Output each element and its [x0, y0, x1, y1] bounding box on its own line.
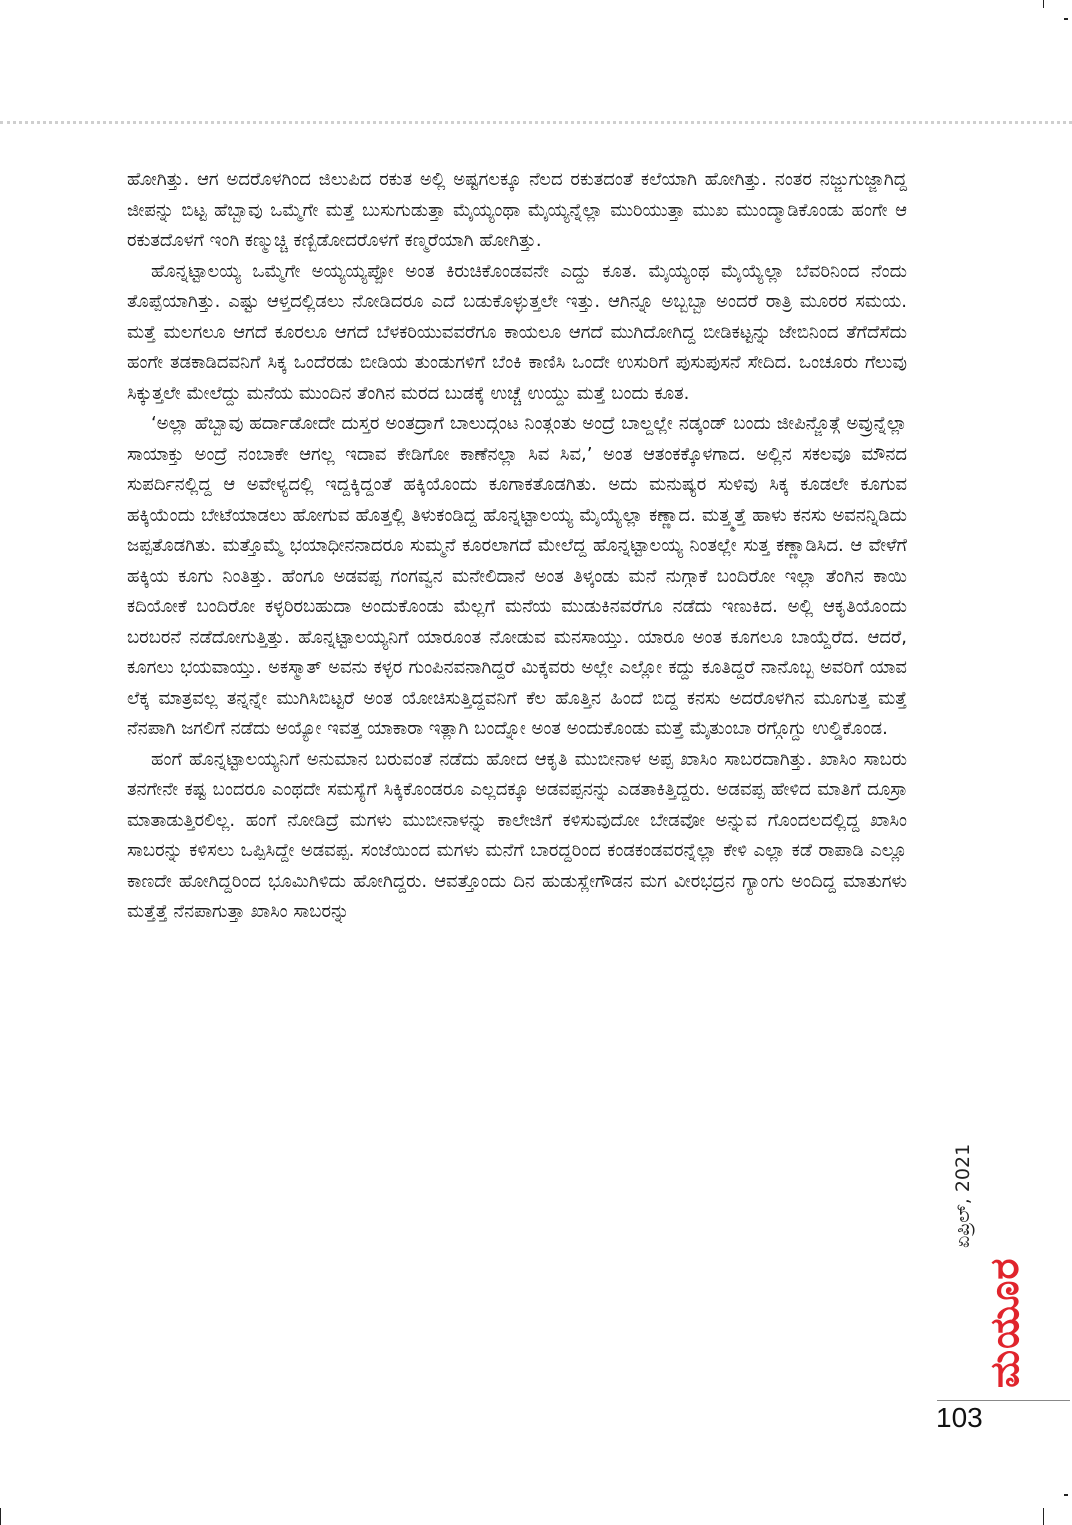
- article-body: [127, 165, 907, 928]
- crop-mark-bottom-left: [0, 1508, 1, 1525]
- crop-mark-top-right: [1043, 0, 1044, 8]
- crop-mark-top-far-right: [1064, 18, 1068, 20]
- crop-mark-right-edge: [1064, 1494, 1068, 1496]
- magazine-logo: ಮಯೂರ: [982, 1257, 1028, 1388]
- header-dotted-rule: [0, 121, 1072, 124]
- issue-date: ಏಪ್ರಿಲ್, 2021: [952, 1143, 974, 1248]
- crop-mark-bottom-right: [1043, 1508, 1044, 1525]
- page-number-rule: [937, 1400, 1070, 1401]
- paragraph: ಹಂಗೆ ಹೊನ್ನಟ್ಟಾಲಯ್ಯನಿಗೆ ಅನುಮಾನ ಬರುವಂತೆ ನಡೆದು ಹೋದ ಆಕೃತಿ ಮುಬೀನಾಳ ಅಪ್ಪ ಖಾಸಿಂ ಸಾಬರದಾಗಿತ್ತು. ಖಾಸಿಂ ಸಾಬರು ತನಗೇನೇ ಕಷ್ಟ ಬಂದರೂ ಎಂಥದೇ ಸಮಸ್ಯೆಗೆ ಸಿಕ್ಕಿಕೊಂಡರೂ ಎಲ್ಲದಕ್ಕೂ ಅಡವಪ್ಪನನ್ನು ಎಡತಾಕಿತ್ತಿದ್ದರು. ಅಡವಪ್ಪ ಹೇಳಿದ ಮಾತಿಗೆ ದೂಸ್ರಾ ಮಾತಾಡುತ್ತಿರಲಿಲ್ಲ. ಹಂಗೆ ನೋಡಿದ್ರೆ ಮಗಳು ಮುಬೀನಾಳನ್ನು ಕಾಲೇಜಿಗೆ ಕಳಿಸುವುದೋ ಬೇಡವೋ ಅನ್ನುವ ಗೊಂದಲದಲ್ಲಿದ್ದ ಖಾಸಿಂ ಸಾಬರನ್ನು ಕಳಿಸಲು ಒಪ್ಪಿಸಿದ್ದೇ ಅಡವಪ್ಪ. ಸಂಜೆಯಿಂದ ಮಗಳು ಮನೆಗೆ ಬಾರದ್ದರಿಂದ ಕಂಡಕಂಡವರನ್ನೆಲ್ಲಾ ಕೇಳಿ ಎಲ್ಲಾ ಕಡೆ ರಾಪಾಡಿ ಎಲ್ಲೂ ಕಾಣದೇ ಹೋಗಿದ್ದರಿಂದ ಭೂಮಿಗಿಳಿದು ಹೋಗಿದ್ದರು. ಆವತ್ತೊಂದು ದಿನ ಹುಡುಸ್ಲೇಗೌಡನ ಮಗ ವೀರಭದ್ರನ ಗ್ಯಾಂಗು ಅಂದಿದ್ದ ಮಾತುಗಳು ಮತ್ತೆತ್ತೆ ನೆನಪಾಗುತ್ತಾ ಖಾಸಿಂ ಸಾಬರನ್ನು: [127, 748, 907, 922]
- paragraph: ‘ಅಲ್ಲಾ ಹೆಬ್ಬಾವು ಹರ್ದಾಡೋದೇ ದುಸ್ತರ ಅಂತದ್ರಾಗೆ ಬಾಲುದ್ಗಂಟ ನಿಂತ್ಗಂತು ಅಂದ್ರೆ ಬಾಲ್ದಲ್ಲೇ ನಡ್ಕಂಡ್ ಬಂದು ಜೀಪಿನ್ಜೊತ್ಗೆ ಅವ್ರುನ್ನೆಲ್ಲಾ ಸಾಯಾಕ್ತು ಅಂದ್ರೆ ನಂಬಾಕೇ ಆಗಲ್ಲ ಇದಾವ ಕೇಡಿಗೋ ಕಾಣೆನಲ್ಲಾ ಸಿವ ಸಿವ,’ ಅಂತ ಆತಂಕಕ್ಕೊಳಗಾದ. ಅಲ್ಲಿನ ಸಕಲವೂ ಮೌನದ ಸುಪರ್ದಿನಲ್ಲಿದ್ದ ಆ ಅವೇಳ್ಯದಲ್ಲಿ ಇದ್ದಕ್ಕಿದ್ದಂತೆ ಹಕ್ಕಿಯೊಂದು ಕೂಗಾಕತೊಡಗಿತು. ಅದು ಮನುಷ್ಯರ ಸುಳಿವು ಸಿಕ್ಕ ಕೂಡಲೇ ಕೂಗುವ ಹಕ್ಕಿಯೆಂದು ಬೇಟೆಯಾಡಲು ಹೋಗುವ ಹೊತ್ತಲ್ಲಿ ತಿಳುಕಂಡಿದ್ದ ಹೊನ್ನಟ್ಟಾಲಯ್ಯ ಮೈಯ್ಯೆಲ್ಲಾ ಕಣ್ಣಾದ. ಮತ್ತ್ಮತ್ತೆ ಹಾಳು ಕನಸು ಅವನನ್ನಿಡಿದು ಜಪ್ಪತೊಡಗಿತು. ಮತ್ತೊಮ್ಮೆ ಭಯಾಧೀನನಾದರೂ ಸುಮ್ಮನೆ ಕೂರಲಾಗದೆ ಮೇಲೆದ್ದ ಹೊನ್ನಟ್ಟಾಲಯ್ಯ ನಿಂತಲ್ಲೇ ಸುತ್ತ ಕಣ್ಣಾಡಿಸಿದ. ಆ ವೇಳೆಗೆ ಹಕ್ಕಿಯ ಕೂಗು ನಿಂತಿತ್ತು. ಹೆಂಗೂ ಅಡವಪ್ಪ ಗಂಗವ್ವನ ಮನೇಲಿದಾನೆ ಅಂತ ತಿಳ್ಕಂಡು ಮನೆ ನುಗ್ಗಾಕೆ ಬಂದಿರೋ ಇಲ್ಲಾ ತೆಂಗಿನ ಕಾಯಿ ಕದಿಯೋಕೆ ಬಂದಿರೋ ಕಳ್ಳರಿರಬಹುದಾ ಅಂದುಕೊಂಡು ಮೆಲ್ಲಗೆ ಮನೆಯ ಮುಡುಕಿನವರೆಗೂ ನಡೆದು ಇಣುಕಿದ. ಅಲ್ಲಿ ಆಕೃತಿಯೊಂದು ಬರಬರನೆ ನಡೆದೋಗುತ್ತಿತ್ತು. ಹೊನ್ನಟ್ಟಾಲಯ್ಯನಿಗೆ ಯಾರೂಂತ ನೋಡುವ ಮನಸಾಯ್ತು. ಯಾರೂ ಅಂತ ಕೂಗಲೂ ಬಾಯ್ದೆರೆದ. ಆದರೆ, ಕೂಗಲು ಭಯವಾಯ್ತು. ಅಕಸ್ಮಾತ್ ಅವನು ಕಳ್ಳರ ಗುಂಪಿನವನಾಗಿದ್ದರೆ ಮಿಕ್ಕವರು ಅಲ್ಲೇ ಎಲ್ಲೋ ಕದ್ದು ಕೂತಿದ್ದರೆ ನಾನೊಬ್ಬ ಅವರಿಗೆ ಯಾವ ಲೆಕ್ಕ ಮಾತ್ರವಲ್ಲ ತನ್ನನ್ನೇ ಮುಗಿಸಿಬಿಟ್ಟರೆ ಅಂತ ಯೋಚಿಸುತ್ತಿದ್ದವನಿಗೆ ಕೆಲ ಹೊತ್ತಿನ ಹಿಂದೆ ಬಿದ್ದ ಕನಸು ಅದರೊಳಗಿನ ಮೂಗುತ್ತ ಮತ್ತೆ ನೆನಪಾಗಿ ಜಗಲಿಗೆ ನಡೆದು ಅಯ್ಯೋ ಇವತ್ತ ಯಾಕಾರಾ ಇತ್ಲಾಗಿ ಬಂದ್ನೋ ಅಂತ ಅಂದುಕೊಂಡು ಮತ್ತೆ ಮೈತುಂಬಾ ರಗ್ಗೊಗ್ದು ಉಲ್ಡಿಕೊಂಡ.: [127, 413, 907, 739]
- page-number: 103: [936, 1402, 983, 1433]
- paragraph: ಹೊನ್ನಟ್ಟಾಲಯ್ಯ ಒಮ್ಮೆಗೇ ಅಯ್ಯಯ್ಯಪ್ಪೋ ಅಂತ ಕಿರುಚಿಕೊಂಡವನೇ ಎದ್ದು ಕೂತ. ಮೈಯ್ಯಂಥ ಮೈಯ್ಯೆಲ್ಲಾ ಬೆವರಿನಿಂದ ನೆಂದು ತೊಪ್ಪೆಯಾಗಿತ್ತು. ಎಷ್ಟು ಆಳ್ತದಲ್ಲಿಡಲು ನೋಡಿದರೂ ಎದೆ ಬಡುಕೊಳ್ಳುತ್ತಲೇ ಇತ್ತು. ಆಗಿನ್ನೂ ಅಬ್ಬಬ್ಬಾ ಅಂದರೆ ರಾತ್ರಿ ಮೂರರ ಸಮಯ. ಮತ್ತೆ ಮಲಗಲೂ ಆಗದೆ ಕೂರಲೂ ಆಗದೆ ಬೆಳಕರಿಯುವವರೆಗೂ ಕಾಯಲೂ ಆಗದೆ ಮುಗಿದೋಗಿದ್ದ ಬೀಡಿಕಟ್ಟನ್ನು ಜೇಬಿನಿಂದ ತೆಗೆದೆಸೆದು ಹಂಗೇ ತಡಕಾಡಿದವನಿಗೆ ಸಿಕ್ಕ ಒಂದೆರಡು ಬೀಡಿಯ ತುಂಡುಗಳಿಗೆ ಬೆಂಕಿ ಕಾಣಿಸಿ ಒಂದೇ ಉಸುರಿಗೆ ಪುಸುಪುಸನೆ ಸೇದಿದ. ಒಂಚೂರು ಗೆಲುವು ಸಿಕ್ಕುತ್ತಲೇ ಮೇಲೆದ್ದು ಮನೆಯ ಮುಂದಿನ ತೆಂಗಿನ ಮರದ ಬುಡಕ್ಕೆ ಉಚ್ಚೆ ಉಯ್ದು ಮತ್ತೆ ಬಂದು ಕೂತ.: [127, 260, 907, 404]
- paragraph: ಹೋಗಿತ್ತು. ಆಗ ಅದರೊಳಗಿಂದ ಜಿಲುಪಿದ ರಕುತ ಅಲ್ಲಿ ಅಷ್ಟಗಲಕ್ಕೂ ನೆಲದ ರಕುತದಂತೆ ಕಲೆಯಾಗಿ ಹೋಗಿತ್ತು. ನಂತರ ನಜ್ಜುಗುಜ್ಜಾಗಿದ್ದ ಜೀಪನ್ನು ಬಿಟ್ಟ ಹೆಬ್ಬಾವು ಒಮ್ಮೆಗೇ ಮತ್ತೆ ಬುಸುಗುಡುತ್ತಾ ಮೈಯ್ಯಂಥಾ ಮೈಯ್ಯನ್ನೆಲ್ಲಾ ಮುರಿಯುತ್ತಾ ಮುಖ ಮುಂದ್ಮಾಡಿಕೊಂಡು ಹಂಗೇ ಆ ರಕುತದೊಳಗೆ ಇಂಗಿ ಕಣ್ಮುಚ್ಚಿ ಕಣ್ಬಿಡೋದರೊಳಗೆ ಕಣ್ಮರೆಯಾಗಿ ಹೋಗಿತ್ತು.: [127, 169, 907, 251]
